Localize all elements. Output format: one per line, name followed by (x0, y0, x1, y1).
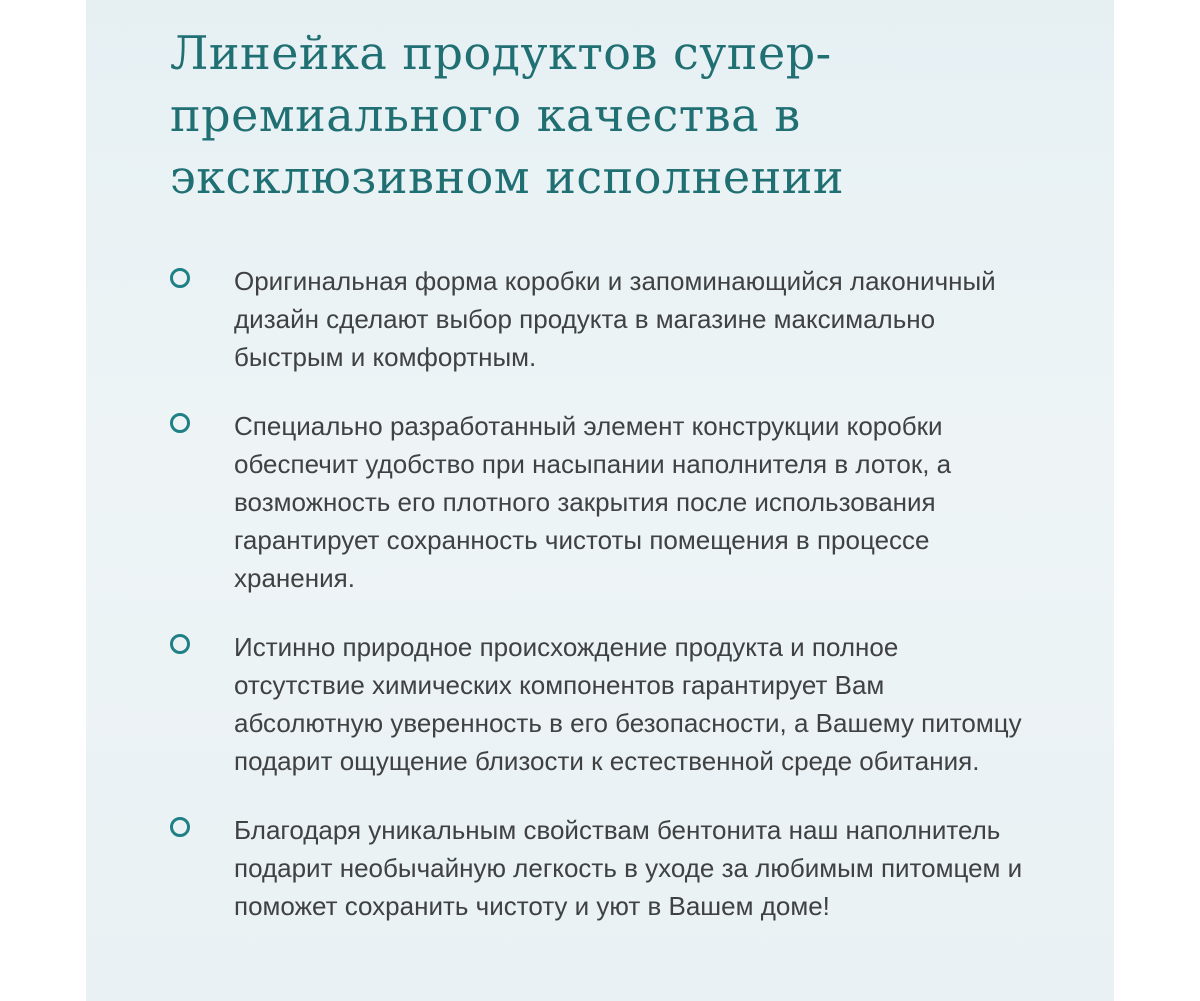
feature-text: Истинно природное происхождение продукта и полное отсутствие химических компонентов гарантирует Вам абсолютную уверенность в его безопасности, а Вашему питомцу подарит ощущение близости к естественной среде обитания. (234, 632, 1022, 776)
circle-outline-icon (170, 268, 190, 288)
feature-list (168, 262, 1048, 956)
circle-outline-icon (170, 413, 190, 433)
list-item (168, 407, 1048, 597)
list-item (168, 262, 1048, 376)
circle-outline-icon (170, 634, 190, 654)
list-item (168, 811, 1048, 925)
feature-text: Благодаря уникальным свойствам бентонита наш наполнитель подарит необычайную легкость в уходе за любимым питомцем и поможет сохранить чистоту и уют в Вашем доме! (234, 815, 1023, 921)
page-title: Линейка продуктов супер-премиального качества в эксклюзивном исполнении (170, 26, 845, 204)
feature-text: Специально разработанный элемент конструкции коробки обеспечит удобство при насыпании наполнителя в лоток, а возможность его плотного закрытия после использования гарантирует сохранность чистоты помещения в процессе хранения. (234, 411, 952, 593)
circle-outline-icon (170, 817, 190, 837)
list-item (168, 628, 1048, 780)
feature-text: Оригинальная форма коробки и запоминающийся лаконичный дизайн сделают выбор продукта в магазине максимально быстрым и комфортным. (234, 266, 996, 372)
